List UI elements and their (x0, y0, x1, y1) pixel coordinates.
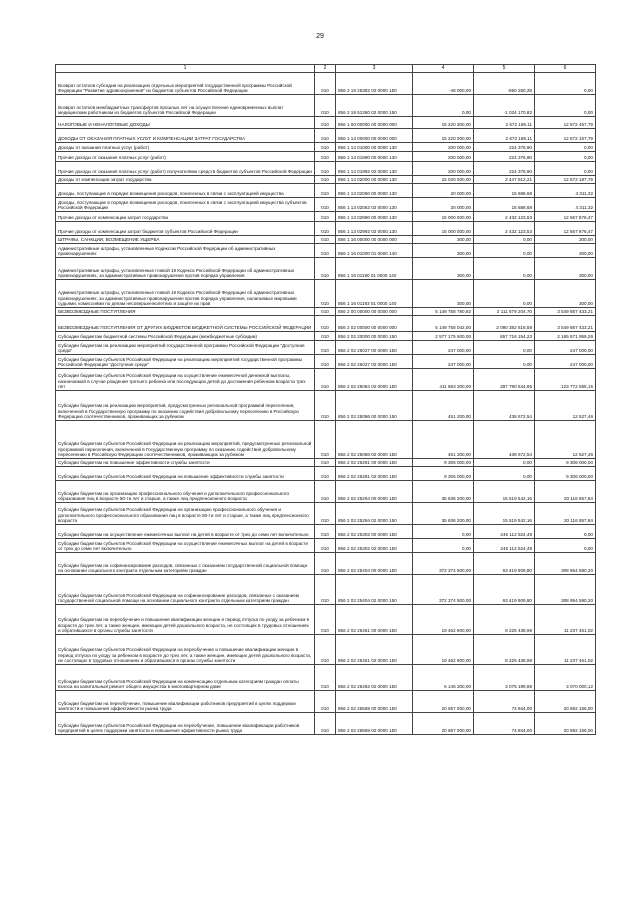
row-kbk-cell: 856 2 02 25291 02 0000 150 (336, 467, 413, 481)
table-body (56, 73, 596, 735)
row-kbk-cell: 856 1 00 00000 00 0000 000 (336, 117, 413, 129)
row-plan-cell: 0,00 (413, 539, 474, 553)
row-code-cell: 010 (315, 316, 336, 332)
row-rest-cell: 4 311,32 (535, 184, 596, 198)
row-rest-cell: 11 237 461,02 (535, 605, 596, 635)
row-plan-cell: 200 000,00 (413, 143, 474, 152)
row-code-cell: 010 (315, 95, 336, 117)
row-code-cell: 010 (315, 244, 336, 258)
page-number: 29 (316, 33, 324, 40)
row-rest-cell: 300,00 (535, 258, 596, 280)
row-fact-cell: 8 225 438,98 (474, 605, 535, 635)
row-code-cell: 010 (315, 198, 336, 212)
row-code-cell: 010 (315, 222, 336, 236)
row-rest-cell: 308 954 590,20 (535, 553, 596, 575)
row-name-cell: Возврат остатков субсидии на реализацию отдельных мероприятий государственной программы Российской Федерации "Развитие здравоохранения" из бюджетов субъектов Российской Федерации (56, 73, 315, 95)
table-row (56, 635, 596, 665)
row-fact-cell: 63 419 909,80 (474, 575, 535, 605)
row-fact-cell: 2 111 679 204,70 (474, 308, 535, 316)
table-row (56, 244, 596, 258)
row-kbk-cell: 856 1 13 02062 02 0000 130 (336, 198, 413, 212)
table-row (56, 280, 596, 308)
row-plan-cell: 20 000,00 (413, 198, 474, 212)
row-fact-cell: 15 688,68 (474, 198, 535, 212)
row-rest-cell: 123 772 555,15 (535, 369, 596, 391)
table-row (56, 152, 596, 162)
row-code-cell: 010 (315, 421, 336, 459)
row-rest-cell: 247 000,00 (535, 341, 596, 355)
row-plan-cell: 15 000 000,00 (413, 222, 474, 236)
row-plan-cell: 35 636 200,00 (413, 481, 474, 503)
row-name-cell: Доходы, поступающие в порядке возмещения расходов, понесенных в связи с эксплуатацией имущества субъектов Российской Федерации (56, 198, 315, 212)
row-name-cell: Субсидии бюджетам субъектов Российской Федерации на переобучение и повышение квалификации женщин в период отпуска по уходу за ребенком в возрасте до трех лет, а также женщин, имеющих детей дошкольного возраста, не состоящих в трудовых отношениях и обратившихся в органы службы занятости (56, 635, 315, 665)
row-plan-cell: 372 374 500,00 (413, 553, 474, 575)
row-plan-cell: 451 200,00 (413, 391, 474, 421)
row-rest-cell: 300,00 (535, 280, 596, 308)
table-row (56, 198, 596, 212)
row-code-cell: 010 (315, 236, 336, 244)
row-code-cell: 010 (315, 117, 336, 129)
row-name-cell: Доходы от компенсации затрат государства (56, 176, 315, 184)
row-fact-cell: 2 090 382 618,58 (474, 316, 535, 332)
row-code-cell: 010 (315, 539, 336, 553)
row-plan-cell: 9 306 000,00 (413, 467, 474, 481)
table-row (56, 605, 596, 635)
row-name-cell: Прочие доходы от оказания платных услуг (работ) получателями средств бюджетов субъектов Российской Федерации (56, 162, 315, 176)
row-rest-cell: 3 549 887 433,21 (535, 308, 596, 316)
table-row (56, 162, 596, 176)
row-fact-cell: 2 432 123,53 (474, 212, 535, 222)
row-fact-cell: 657 716 154,23 (474, 332, 535, 341)
row-fact-cell: 0,00 (474, 244, 535, 258)
row-plan-cell: 15 000 000,00 (413, 212, 474, 222)
row-name-cell: Административные штрафы, установленные главой 19 Кодекса Российской Федерации об административных правонарушениях, за административные правонарушения против порядка управления, налагаемые мировыми судьями, комиссиями по делам несовершеннолетних и защите их прав (56, 280, 315, 308)
row-rest-cell: 20 116 657,84 (535, 481, 596, 503)
row-code-cell: 010 (315, 308, 336, 316)
row-name-cell: НАЛОГОВЫЕ И НЕНАЛОГОВЫЕ ДОХОДЫ (56, 117, 315, 129)
row-rest-cell: 12 527,46 (535, 421, 596, 459)
row-kbk-cell: 856 2 02 25404 00 0000 150 (336, 553, 413, 575)
row-plan-cell: 19 462 900,00 (413, 605, 474, 635)
row-rest-cell: 3 070 000,12 (535, 665, 596, 691)
row-fact-cell: 2 672 189,11 (474, 117, 535, 129)
row-rest-cell: 300,00 (535, 244, 596, 258)
row-rest-cell: 0,00 (535, 539, 596, 553)
row-code-cell: 010 (315, 162, 336, 176)
row-code-cell: 010 (315, 152, 336, 162)
row-plan-cell: 5 149 758 790,92 (413, 308, 474, 316)
row-name-cell: Субсидии бюджетам субъектов Российской Федерации на софинансирование расходов, связанных с оказанием государственной социальной помощи на основании социального контракта отдельным категориям граждан (56, 575, 315, 605)
row-name-cell: Субсидии бюджетам субъектов Российской Федерации на организацию профессионального обучения и дополнительного профессионального образования лиц в возрасте 50-ти лет и старше, а также лиц предпенсионного возраста (56, 503, 315, 525)
row-fact-cell: 2 447 812,21 (474, 176, 535, 184)
row-plan-cell: 15 020 000,00 (413, 176, 474, 184)
row-name-cell: Доходы, поступающие в порядке возмещения расходов, понесенных в связи с эксплуатацией имущества (56, 184, 315, 198)
row-name-cell: Субсидии бюджетам бюджетной системы Российской Федерации (межбюджетные субсидии) (56, 332, 315, 341)
row-rest-cell: 0,00 (535, 152, 596, 162)
row-fact-cell: 8 225 438,98 (474, 635, 535, 665)
row-plan-cell: 411 563 200,00 (413, 369, 474, 391)
row-plan-cell: 247 000,00 (413, 341, 474, 355)
row-fact-cell: 0,00 (474, 258, 535, 280)
row-name-cell: ШТРАФЫ, САНКЦИИ, ВОЗМЕЩЕНИЕ УЩЕРБА (56, 236, 315, 244)
row-rest-cell: 3 549 887 433,21 (535, 316, 596, 332)
row-code-cell: 010 (315, 355, 336, 369)
row-plan-cell: 0,00 (413, 525, 474, 539)
table-row (56, 212, 596, 222)
table-row (56, 341, 596, 355)
row-kbk-cell: 856 1 13 02992 02 0000 130 (336, 222, 413, 236)
row-plan-cell: -46 000,00 (413, 73, 474, 95)
row-kbk-cell: 856 2 02 25291 00 0000 150 (336, 459, 413, 467)
row-kbk-cell: 856 2 02 25569 02 0000 150 (336, 713, 413, 735)
row-name-cell: БЕЗВОЗМЕЗДНЫЕ ПОСТУПЛЕНИЯ (56, 308, 315, 316)
row-code-cell: 010 (315, 341, 336, 355)
row-code-cell: 010 (315, 258, 336, 280)
row-fact-cell: -1 034 170,82 (474, 95, 535, 117)
row-rest-cell: 0,00 (535, 95, 596, 117)
row-name-cell: Субсидии бюджетам субъектов Российской Федерации на компенсацию отдельным категориям граждан оплаты взноса на капитальный ремонт общего имущества в многоквартирном доме (56, 665, 315, 691)
row-fact-cell: 246 112 524,49 (474, 539, 535, 553)
table-row (56, 467, 596, 481)
row-name-cell: Субсидии бюджетам субъектов Российской Федерации на переобучение, повышение квалификации работников предприятий в целях поддержки занятости и повышения эффективности рынка труда (56, 713, 315, 735)
row-name-cell: Субсидии бюджетам субъектов Российской Федерации на реализацию мероприятий государственной программы Российской Федерации "Доступная среда" (56, 355, 315, 369)
row-kbk-cell: 856 2 02 25086 00 0000 150 (336, 391, 413, 421)
row-kbk-cell: 856 2 02 25027 00 0000 150 (336, 341, 413, 355)
row-name-cell: Административные штрафы, установленные Кодексом Российской Федерации об административных правонарушениях (56, 244, 315, 258)
row-fact-cell: 246 112 524,49 (474, 525, 535, 539)
table-row (56, 143, 596, 152)
row-kbk-cell: 856 2 00 00000 00 0000 000 (336, 308, 413, 316)
row-fact-cell: 15 519 542,16 (474, 481, 535, 503)
row-fact-cell: 2 672 189,11 (474, 129, 535, 143)
row-kbk-cell: 856 1 13 02060 00 0000 130 (336, 184, 413, 198)
row-fact-cell: 0,00 (474, 236, 535, 244)
row-fact-cell: 224 376,90 (474, 143, 535, 152)
row-kbk-cell: 856 2 02 25294 00 0000 150 (336, 481, 413, 503)
row-plan-cell: 19 462 900,00 (413, 635, 474, 665)
row-code-cell: 010 (315, 391, 336, 421)
row-name-cell: Доходы от оказания платных услуг (работ) (56, 143, 315, 152)
row-rest-cell: 12 527,46 (535, 391, 596, 421)
table-row (56, 117, 596, 129)
row-plan-cell: 300,00 (413, 244, 474, 258)
row-code-cell: 010 (315, 481, 336, 503)
row-plan-cell: 20 667 000,00 (413, 691, 474, 713)
row-code-cell: 010 (315, 575, 336, 605)
table-row (56, 258, 596, 280)
row-fact-cell: 0,00 (474, 355, 535, 369)
row-plan-cell: 300,00 (413, 258, 474, 280)
column-header: 1 (56, 65, 315, 73)
row-kbk-cell: 856 1 16 01193 01 0000 140 (336, 280, 413, 308)
row-name-cell: БЕЗВОЗМЕЗДНЫЕ ПОСТУПЛЕНИЯ ОТ ДРУГИХ БЮДЖЕТОВ БЮДЖЕТНОЙ СИСТЕМЫ РОССИЙСКОЙ ФЕДЕРАЦИИ (56, 316, 315, 332)
row-fact-cell: 224 376,90 (474, 152, 535, 162)
row-code-cell: 010 (315, 691, 336, 713)
row-plan-cell: 300,00 (413, 236, 474, 244)
row-plan-cell: 5 149 758 042,00 (413, 316, 474, 332)
row-rest-cell: 9 306 000,00 (535, 467, 596, 481)
table-row (56, 553, 596, 575)
row-fact-cell: 0,00 (474, 341, 535, 355)
table-row (56, 503, 596, 525)
row-rest-cell: 308 954 590,20 (535, 575, 596, 605)
row-kbk-cell: 856 2 19 51360 02 0000 150 (336, 95, 413, 117)
column-header: 6 (535, 65, 596, 73)
row-rest-cell: 247 000,00 (535, 355, 596, 369)
row-rest-cell: 20 116 657,84 (535, 503, 596, 525)
row-fact-cell: 0,00 (474, 280, 535, 308)
row-name-cell: Субсидии бюджетам на переобучение и повышение квалификации женщин в период отпуска по уходу за ребенком в возрасте до трех лет, а также женщин, имеющих детей дошкольного возраста, не состоящих в трудовых отношениях и обратившихся в органы службы занятости (56, 605, 315, 635)
row-code-cell: 010 (315, 467, 336, 481)
row-name-cell: Субсидии бюджетам на повышение эффективности службы занятости (56, 459, 315, 467)
row-code-cell: 010 (315, 553, 336, 575)
row-fact-cell: -590 250,28 (474, 73, 535, 95)
row-code-cell: 010 (315, 143, 336, 152)
row-fact-cell: 74 844,00 (474, 691, 535, 713)
row-fact-cell: 224 376,90 (474, 162, 535, 176)
row-rest-cell: 0,00 (535, 162, 596, 176)
row-plan-cell: 2 577 175 600,00 (413, 332, 474, 341)
row-fact-cell: 15 688,68 (474, 184, 535, 198)
table-row (56, 332, 596, 341)
row-code-cell: 010 (315, 605, 336, 635)
row-rest-cell: 300,00 (535, 236, 596, 244)
row-code-cell: 010 (315, 503, 336, 525)
table-row (56, 129, 596, 143)
row-name-cell: ДОХОДЫ ОТ ОКАЗАНИЯ ПЛАТНЫХ УСЛУГ И КОМПЕНСАЦИИ ЗАТРАТ ГОСУДАРСТВА (56, 129, 315, 143)
row-plan-cell: 20 667 000,00 (413, 713, 474, 735)
row-fact-cell: 287 790 644,85 (474, 369, 535, 391)
row-plan-cell: 15 220 000,00 (413, 129, 474, 143)
table-row (56, 459, 596, 467)
row-code-cell: 010 (315, 369, 336, 391)
row-rest-cell: 12 567 876,47 (535, 212, 596, 222)
row-name-cell: Прочие доходы от компенсации затрат бюджетов субъектов Российской Федерации (56, 222, 315, 236)
row-plan-cell: 0,00 (413, 95, 474, 117)
row-fact-cell: 74 844,00 (474, 713, 535, 735)
row-kbk-cell: 856 2 02 25302 00 0000 150 (336, 525, 413, 539)
table-row (56, 713, 596, 735)
row-kbk-cell: 856 2 02 20000 00 0000 150 (336, 332, 413, 341)
row-kbk-cell: 856 2 02 25294 02 0000 150 (336, 503, 413, 525)
row-plan-cell: 372 374 500,00 (413, 575, 474, 605)
row-kbk-cell: 856 2 02 25086 02 0000 150 (336, 421, 413, 459)
row-fact-cell: 438 672,54 (474, 421, 535, 459)
table-row (56, 575, 596, 605)
row-code-cell: 010 (315, 184, 336, 198)
row-kbk-cell: 856 2 02 25569 00 0000 150 (336, 691, 413, 713)
row-rest-cell: 0,00 (535, 525, 596, 539)
row-code-cell: 010 (315, 713, 336, 735)
row-plan-cell: 15 220 300,00 (413, 117, 474, 129)
table-row (56, 222, 596, 236)
row-kbk-cell: 856 2 02 25461 02 0000 150 (336, 635, 413, 665)
row-kbk-cell: 856 1 16 00000 00 0000 000 (336, 236, 413, 244)
row-fact-cell: 63 419 909,80 (474, 553, 535, 575)
row-rest-cell: 0,00 (535, 143, 596, 152)
row-kbk-cell: 856 1 13 01000 00 0000 130 (336, 143, 413, 152)
table-row (56, 691, 596, 713)
table-row (56, 236, 596, 244)
row-plan-cell: 300,00 (413, 280, 474, 308)
column-header: 4 (413, 65, 474, 73)
row-kbk-cell: 856 1 16 01000 01 0000 140 (336, 244, 413, 258)
table-row (56, 369, 596, 391)
row-rest-cell: 20 592 156,00 (535, 713, 596, 735)
table-row (56, 525, 596, 539)
row-kbk-cell: 856 1 13 01990 00 0000 130 (336, 152, 413, 162)
row-name-cell: Субсидии бюджетам субъектов Российской Федерации на осуществление ежемесячной денежной выплаты, назначаемой в случае рождения третьего ребенка или последующих детей до достижения ребенком возраста трех лет (56, 369, 315, 391)
row-name-cell: Субсидии бюджетам субъектов Российской Федерации на реализацию мероприятий, предусмотренных региональной программой переселения, включенной в Государственную программу по оказанию содействия добровольному переселению в Российскую Федерацию соотечественников, проживающих за рубежом (56, 421, 315, 459)
row-code-cell: 010 (315, 665, 336, 691)
row-kbk-cell: 856 2 02 00000 00 0000 000 (336, 316, 413, 332)
table-row (56, 665, 596, 691)
row-name-cell: Прочие доходы от оказания платных услуг (работ) (56, 152, 315, 162)
row-code-cell: 010 (315, 332, 336, 341)
table-row (56, 176, 596, 184)
row-fact-cell: 0,00 (474, 459, 535, 467)
row-rest-cell: 2 165 571 959,26 (535, 332, 596, 341)
column-header: 2 (315, 65, 336, 73)
row-plan-cell: 35 636 200,00 (413, 503, 474, 525)
table-row (56, 95, 596, 117)
row-name-cell: Субсидии бюджетам субъектов Российской Федерации на осуществление ежемесячных выплат на детей в возрасте от трех до семи лет включительно (56, 539, 315, 553)
row-name-cell: Субсидии бюджетам на переобучение, повышение квалификации работников предприятий в целях поддержки занятости и повышения эффективности рынка труда (56, 691, 315, 713)
row-rest-cell: 12 567 876,47 (535, 222, 596, 236)
table-row (56, 308, 596, 316)
row-rest-cell: 11 237 461,02 (535, 635, 596, 665)
row-fact-cell: 15 519 542,16 (474, 503, 535, 525)
row-plan-cell: 6 145 200,00 (413, 665, 474, 691)
row-fact-cell: 2 432 123,53 (474, 222, 535, 236)
budget-table (55, 64, 596, 735)
row-code-cell: 010 (315, 176, 336, 184)
row-kbk-cell: 856 2 02 25302 02 0000 150 (336, 539, 413, 553)
column-header: 3 (336, 65, 413, 73)
table-header-row (56, 65, 596, 73)
row-rest-cell: 12 572 187,79 (535, 176, 596, 184)
row-name-cell: Субсидии бюджетам субъектов Российской Федерации на повышение эффективности службы занятости (56, 467, 315, 481)
row-plan-cell: 451 200,00 (413, 421, 474, 459)
row-code-cell: 010 (315, 459, 336, 467)
row-rest-cell: 0,00 (535, 73, 596, 95)
row-plan-cell: 20 000,00 (413, 184, 474, 198)
table-row (56, 391, 596, 421)
row-kbk-cell: 856 1 13 02000 00 0000 130 (336, 176, 413, 184)
column-header: 5 (474, 65, 535, 73)
row-name-cell: Административные штрафы, установленные главой 19 Кодекса Российской Федерации об административных правонарушениях, за административные правонарушения против порядка управления (56, 258, 315, 280)
table-row (56, 539, 596, 553)
row-kbk-cell: 856 2 02 25084 02 0000 150 (336, 369, 413, 391)
table-row (56, 316, 596, 332)
row-kbk-cell: 856 2 02 25404 02 0000 150 (336, 575, 413, 605)
row-code-cell: 010 (315, 212, 336, 222)
row-rest-cell: 12 572 457,79 (535, 117, 596, 129)
row-code-cell: 010 (315, 73, 336, 95)
row-kbk-cell: 856 2 19 25382 02 0000 150 (336, 73, 413, 95)
row-kbk-cell: 856 2 02 25461 00 0000 150 (336, 605, 413, 635)
table-row (56, 421, 596, 459)
table-row (56, 355, 596, 369)
row-fact-cell: 3 075 199,88 (474, 665, 535, 691)
row-rest-cell: 12 572 157,79 (535, 129, 596, 143)
row-code-cell: 010 (315, 635, 336, 665)
row-plan-cell: 200 000,00 (413, 152, 474, 162)
row-fact-cell: 0,00 (474, 467, 535, 481)
row-name-cell: Прочие доходы от компенсации затрат государства (56, 212, 315, 222)
row-code-cell: 010 (315, 129, 336, 143)
row-kbk-cell: 856 1 13 02990 00 0000 130 (336, 212, 413, 222)
row-name-cell: Субсидии бюджетам на организацию профессионального обучения и дополнительного профессионального образования лиц в возрасте 50-ти лет и старше, а также лиц предпенсионного возраста (56, 481, 315, 503)
table-row (56, 481, 596, 503)
row-code-cell: 010 (315, 525, 336, 539)
row-code-cell: 010 (315, 280, 336, 308)
table-row (56, 184, 596, 198)
row-kbk-cell: 856 1 13 01992 02 0000 130 (336, 162, 413, 176)
row-name-cell: Субсидии бюджетам на осуществление ежемесячных выплат на детей в возрасте от трех до семи лет включительно (56, 525, 315, 539)
row-rest-cell: 4 311,32 (535, 198, 596, 212)
row-name-cell: Возврат остатков межбюджетных трансфертов прошлых лет на осуществление единовременных выплат медицинским работникам из бюджетов субъектов Российской Федерации (56, 95, 315, 117)
table-row (56, 73, 596, 95)
row-plan-cell: 200 000,00 (413, 162, 474, 176)
row-name-cell: Субсидии бюджетам на реализацию мероприятий государственной программы Российской Федерации "Доступная среда" (56, 341, 315, 355)
row-name-cell: Субсидии бюджетам на реализацию мероприятий, предусмотренных региональной программой переселения, включенной в Государственную программу по оказанию содействия добровольному переселению в Российскую Федерацию соотечественников, проживающих за рубежом (56, 391, 315, 421)
row-kbk-cell: 856 2 02 25462 02 0000 150 (336, 665, 413, 691)
row-kbk-cell: 856 1 13 00000 00 0000 000 (336, 129, 413, 143)
row-fact-cell: 438 672,54 (474, 391, 535, 421)
row-rest-cell: 9 306 000,00 (535, 459, 596, 467)
row-plan-cell: 247 000,00 (413, 355, 474, 369)
row-plan-cell: 9 306 000,00 (413, 459, 474, 467)
row-name-cell: Субсидии бюджетам на софинансирование расходов, связанных с оказанием государственной социальной помощи на основании социального контракта отдельным категориям граждан (56, 553, 315, 575)
row-rest-cell: 20 592 156,00 (535, 691, 596, 713)
row-kbk-cell: 856 1 16 01190 01 0000 140 (336, 258, 413, 280)
row-kbk-cell: 856 2 02 25027 02 0000 150 (336, 355, 413, 369)
